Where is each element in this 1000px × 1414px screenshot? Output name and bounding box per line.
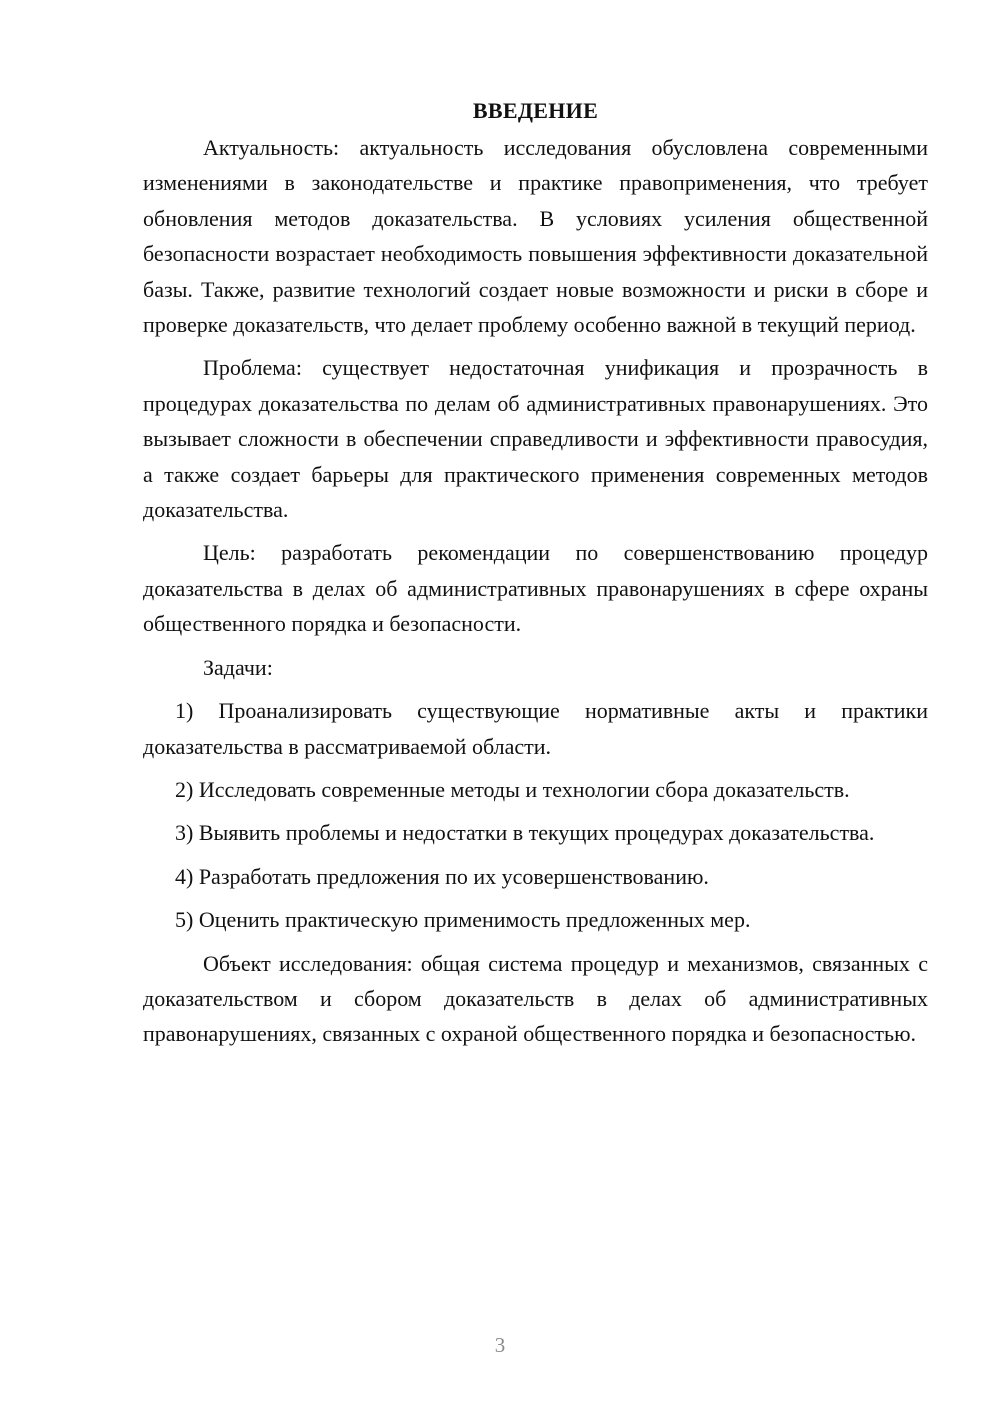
task-item-2: 2) Исследовать современные методы и технологии сбора доказательств. xyxy=(175,776,850,802)
task-item-1: 1) Проанализировать существующие нормативные акты и практики доказательства в рассматриваемой области. xyxy=(143,698,928,759)
tasks-heading: Задачи: xyxy=(203,654,273,680)
object-paragraph: Объект исследования: общая система процедур и механизмов, связанных с доказательством и сбором доказательств в делах об административных правонарушениях, связанных с охраной общественного порядка и безопасностью. xyxy=(143,950,928,1047)
page-number: 3 xyxy=(494,1333,506,1357)
relevance-paragraph: Актуальность: актуальность исследования обусловлена современными изменениями в законодательстве и практике правоприменения, что требует обновления методов доказательства. В условиях усиления общественной безопасности возрастает необходимость повышения эффективности доказательной базы. Также, развитие технологий создает новые возможности и риски в сборе и проверке доказательств, что делает проблему особенно важной в текущий период. xyxy=(143,135,928,338)
task-item-5: 5) Оценить практическую применимость предложенных мер. xyxy=(175,907,751,933)
document-body xyxy=(143,96,928,1060)
goal-paragraph: Цель: разработать рекомендации по совершенствованию процедур доказательства в делах об административных правонарушениях в сфере охраны общественного порядка и безопасности. xyxy=(143,540,928,637)
task-item-3: 3) Выявить проблемы и недостатки в текущих процедурах доказательства. xyxy=(175,820,875,846)
document-title: ВВЕДЕНИЕ xyxy=(472,98,599,123)
problem-paragraph: Проблема: существует недостаточная унификация и прозрачность в процедурах доказательства по делам об административных правонарушениях. Это вызывает сложности в обеспечении справедливости и эффективности правосудия, а также создает барьеры для практического применения современных методов доказательства. xyxy=(143,355,928,523)
task-item-4: 4) Разработать предложения по их усовершенствованию. xyxy=(175,863,709,889)
